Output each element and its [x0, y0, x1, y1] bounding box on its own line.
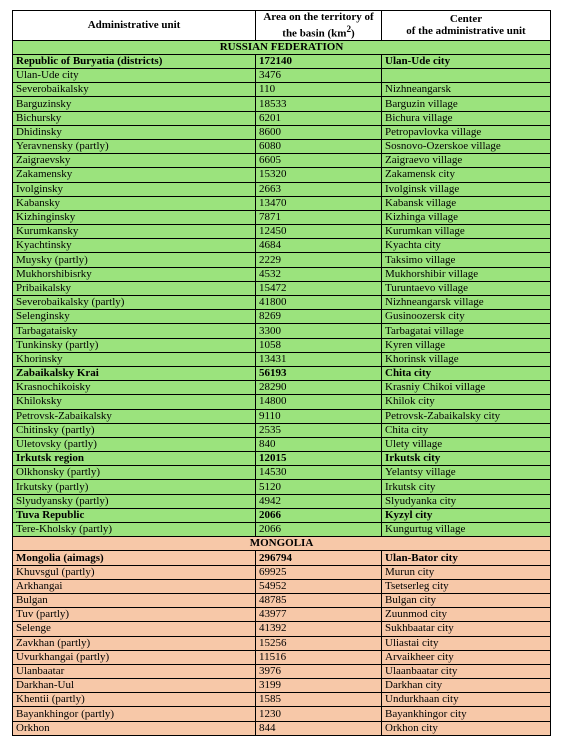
cell-center: Irkutsk city [382, 480, 551, 494]
table-row [13, 395, 551, 409]
cell-unit: Pribaikalsky [13, 281, 256, 295]
cell-area: 6201 [256, 111, 382, 125]
cell-unit: Tunkinsky (partly) [13, 338, 256, 352]
cell-area: 69925 [256, 565, 382, 579]
cell-center: Khorinsk village [382, 352, 551, 366]
cell-center: Krasniy Chikoi village [382, 381, 551, 395]
table-row [13, 182, 551, 196]
header-unit: Administrative unit [13, 11, 256, 41]
cell-area: 48785 [256, 593, 382, 607]
table-row [13, 111, 551, 125]
cell-area: 110 [256, 83, 382, 97]
cell-unit: Selenginsky [13, 310, 256, 324]
header-center-line1: Center [449, 13, 483, 26]
cell-area: 840 [256, 437, 382, 451]
cell-center: Ulety village [382, 437, 551, 451]
table-row [13, 267, 551, 281]
cell-unit: Mongolia (aimags) [13, 551, 256, 565]
cell-unit: Republic of Buryatia (districts) [13, 54, 256, 68]
header-area-sup: 2 [346, 24, 352, 34]
cell-unit: Olkhonsky (partly) [13, 466, 256, 480]
cell-area: 4942 [256, 494, 382, 508]
table-row [13, 409, 551, 423]
table-row [13, 664, 551, 678]
table-row [13, 721, 551, 735]
cell-unit: Khiloksky [13, 395, 256, 409]
table-row [13, 636, 551, 650]
cell-center: Irkutsk city [382, 452, 551, 466]
russia-section-title: RUSSIAN FEDERATION [13, 40, 551, 54]
cell-unit: Tere-Kholsky (partly) [13, 523, 256, 537]
cell-center: Kyzyl city [382, 508, 551, 522]
table-row [13, 551, 551, 565]
cell-area: 13470 [256, 196, 382, 210]
table-row [13, 210, 551, 224]
table-row [13, 608, 551, 622]
cell-center: Ulan-Bator city [382, 551, 551, 565]
table-row [13, 565, 551, 579]
cell-area: 8269 [256, 310, 382, 324]
cell-area: 56193 [256, 366, 382, 380]
cell-area: 43977 [256, 608, 382, 622]
cell-unit: Arkhangai [13, 579, 256, 593]
table-row [13, 523, 551, 537]
cell-center: Slyudyanka city [382, 494, 551, 508]
cell-area: 1230 [256, 707, 382, 721]
cell-area: 41800 [256, 296, 382, 310]
header-area-line1: Area on the territory of [263, 11, 374, 23]
cell-area: 13431 [256, 352, 382, 366]
cell-unit: Tuva Republic [13, 508, 256, 522]
cell-area: 296794 [256, 551, 382, 565]
table-row [13, 679, 551, 693]
cell-unit: Orkhon [13, 721, 256, 735]
cell-unit: Zavkhan (partly) [13, 636, 256, 650]
cell-center: Taksimo village [382, 253, 551, 267]
cell-center: Barguzin village [382, 97, 551, 111]
table-row [13, 139, 551, 153]
table-row [13, 168, 551, 182]
cell-area: 3476 [256, 69, 382, 83]
cell-unit: Barguzinsky [13, 97, 256, 111]
cell-area: 172140 [256, 54, 382, 68]
table-row [13, 154, 551, 168]
cell-center: Sosnovo-Ozerskoe village [382, 139, 551, 153]
cell-unit: Bichursky [13, 111, 256, 125]
cell-center: Gusinoozersk city [382, 310, 551, 324]
cell-unit: Ulan-Ude city [13, 69, 256, 83]
cell-center: Orkhon city [382, 721, 551, 735]
cell-area: 5120 [256, 480, 382, 494]
cell-center: Ivolginsk village [382, 182, 551, 196]
cell-area: 28290 [256, 381, 382, 395]
table-row [13, 494, 551, 508]
cell-center: Kizhinga village [382, 210, 551, 224]
cell-unit: Irkutsk region [13, 452, 256, 466]
cell-unit: Zabaikalsky Krai [13, 366, 256, 380]
cell-center: Petropavlovka village [382, 125, 551, 139]
cell-unit: Bulgan [13, 593, 256, 607]
cell-center: Mukhorshibir village [382, 267, 551, 281]
cell-area: 18533 [256, 97, 382, 111]
cell-unit: Selenge [13, 622, 256, 636]
table-row [13, 83, 551, 97]
cell-area: 41392 [256, 622, 382, 636]
cell-unit: Slyudyansky (partly) [13, 494, 256, 508]
table-row [13, 125, 551, 139]
table-row [13, 593, 551, 607]
cell-center: Tarbagatai village [382, 324, 551, 338]
cell-center: Sukhbaatar city [382, 622, 551, 636]
cell-area: 1585 [256, 693, 382, 707]
cell-center: Kyachta city [382, 239, 551, 253]
cell-unit: Bayankhingor (partly) [13, 707, 256, 721]
cell-area: 3199 [256, 679, 382, 693]
table-row [13, 296, 551, 310]
russia-section-row [13, 40, 551, 54]
cell-unit: Uletovsky (partly) [13, 437, 256, 451]
cell-area: 2229 [256, 253, 382, 267]
cell-center [382, 69, 551, 83]
cell-unit: Tuv (partly) [13, 608, 256, 622]
cell-area: 8600 [256, 125, 382, 139]
cell-area: 844 [256, 721, 382, 735]
cell-area: 15320 [256, 168, 382, 182]
cell-center: Turuntaevo village [382, 281, 551, 295]
cell-unit: Severobaikalsky (partly) [13, 296, 256, 310]
table-row [13, 253, 551, 267]
table-row [13, 579, 551, 593]
cell-unit: Krasnochikoisky [13, 381, 256, 395]
cell-center: Bulgan city [382, 593, 551, 607]
header-area-close: ) [351, 27, 355, 40]
table-row [13, 693, 551, 707]
cell-center: Yelantsy village [382, 466, 551, 480]
table-row [13, 239, 551, 253]
header-center-line2: of the administrative unit [406, 25, 526, 38]
cell-unit: Zakamensky [13, 168, 256, 182]
cell-center: Nizhneangarsk village [382, 296, 551, 310]
cell-center: Kabansk village [382, 196, 551, 210]
cell-area: 2663 [256, 182, 382, 196]
cell-center: Bayankhingor city [382, 707, 551, 721]
cell-center: Uliastai city [382, 636, 551, 650]
cell-unit: Severobaikalsky [13, 83, 256, 97]
cell-unit: Tarbagataisky [13, 324, 256, 338]
cell-unit: Irkutsky (partly) [13, 480, 256, 494]
cell-unit: Khorinsky [13, 352, 256, 366]
cell-center: Ulan-Ude city [382, 54, 551, 68]
cell-area: 2066 [256, 508, 382, 522]
cell-center: Zakamensk city [382, 168, 551, 182]
table-body [13, 40, 551, 735]
cell-center: Chita city [382, 366, 551, 380]
cell-center: Murun city [382, 565, 551, 579]
cell-center: Bichura village [382, 111, 551, 125]
cell-unit: Chitinsky (partly) [13, 423, 256, 437]
cell-area: 15256 [256, 636, 382, 650]
cell-center: Arvaikheer city [382, 650, 551, 664]
cell-center: Kyren village [382, 338, 551, 352]
cell-unit: Mukhorshibisrky [13, 267, 256, 281]
table-row [13, 707, 551, 721]
table-row [13, 225, 551, 239]
table-row [13, 69, 551, 83]
cell-center: Tsetserleg city [382, 579, 551, 593]
table-row [13, 381, 551, 395]
table-row [13, 54, 551, 68]
table-row [13, 508, 551, 522]
cell-area: 2535 [256, 423, 382, 437]
cell-area: 4532 [256, 267, 382, 281]
table-row [13, 452, 551, 466]
cell-center: Chita city [382, 423, 551, 437]
cell-center: Zaigraevo village [382, 154, 551, 168]
cell-area: 4684 [256, 239, 382, 253]
table-row [13, 366, 551, 380]
cell-area: 9110 [256, 409, 382, 423]
table-row [13, 324, 551, 338]
cell-unit: Petrovsk-Zabaikalsky [13, 409, 256, 423]
table-row [13, 281, 551, 295]
cell-area: 2066 [256, 523, 382, 537]
cell-unit: Zaigraevsky [13, 154, 256, 168]
cell-area: 12015 [256, 452, 382, 466]
mongolia-section-title: MONGOLIA [13, 537, 551, 551]
cell-unit: Ulanbaatar [13, 664, 256, 678]
mongolia-section-row [13, 537, 551, 551]
cell-center: Kungurtug village [382, 523, 551, 537]
cell-area: 6605 [256, 154, 382, 168]
table-row [13, 97, 551, 111]
cell-area: 14800 [256, 395, 382, 409]
cell-unit: Dhidinsky [13, 125, 256, 139]
cell-area: 3976 [256, 664, 382, 678]
table-row [13, 352, 551, 366]
cell-unit: Uvurkhangai (partly) [13, 650, 256, 664]
cell-area: 1058 [256, 338, 382, 352]
table-row [13, 338, 551, 352]
cell-unit: Ivolginsky [13, 182, 256, 196]
cell-center: Nizhneangarsk [382, 83, 551, 97]
table-row [13, 196, 551, 210]
cell-unit: Darkhan-Uul [13, 679, 256, 693]
cell-center: Kurumkan village [382, 225, 551, 239]
cell-unit: Yeravnensky (partly) [13, 139, 256, 153]
cell-unit: Kurumkansky [13, 225, 256, 239]
cell-unit: Kyachtinsky [13, 239, 256, 253]
header-center [382, 11, 551, 41]
table-row [13, 650, 551, 664]
table-row [13, 310, 551, 324]
table-row [13, 437, 551, 451]
cell-center: Zuunmod city [382, 608, 551, 622]
cell-unit: Khuvsgul (partly) [13, 565, 256, 579]
table-row [13, 622, 551, 636]
cell-unit: Kizhinginsky [13, 210, 256, 224]
header-area-line2: the basin (km [282, 27, 347, 40]
cell-area: 3300 [256, 324, 382, 338]
header-area [256, 11, 382, 41]
table-row [13, 480, 551, 494]
table-row [13, 423, 551, 437]
table-row [13, 466, 551, 480]
cell-unit: Khentii (partly) [13, 693, 256, 707]
cell-center: Darkhan city [382, 679, 551, 693]
cell-center: Petrovsk-Zabaikalsky city [382, 409, 551, 423]
cell-center: Undurkhaan city [382, 693, 551, 707]
cell-area: 6080 [256, 139, 382, 153]
cell-area: 7871 [256, 210, 382, 224]
cell-area: 15472 [256, 281, 382, 295]
cell-area: 14530 [256, 466, 382, 480]
cell-area: 11516 [256, 650, 382, 664]
cell-unit: Kabansky [13, 196, 256, 210]
cell-unit: Muysky (partly) [13, 253, 256, 267]
cell-center: Khilok city [382, 395, 551, 409]
cell-area: 12450 [256, 225, 382, 239]
cell-area: 54952 [256, 579, 382, 593]
cell-center: Ulaanbaatar city [382, 664, 551, 678]
header-row [13, 11, 551, 41]
basin-area-table [12, 10, 551, 736]
